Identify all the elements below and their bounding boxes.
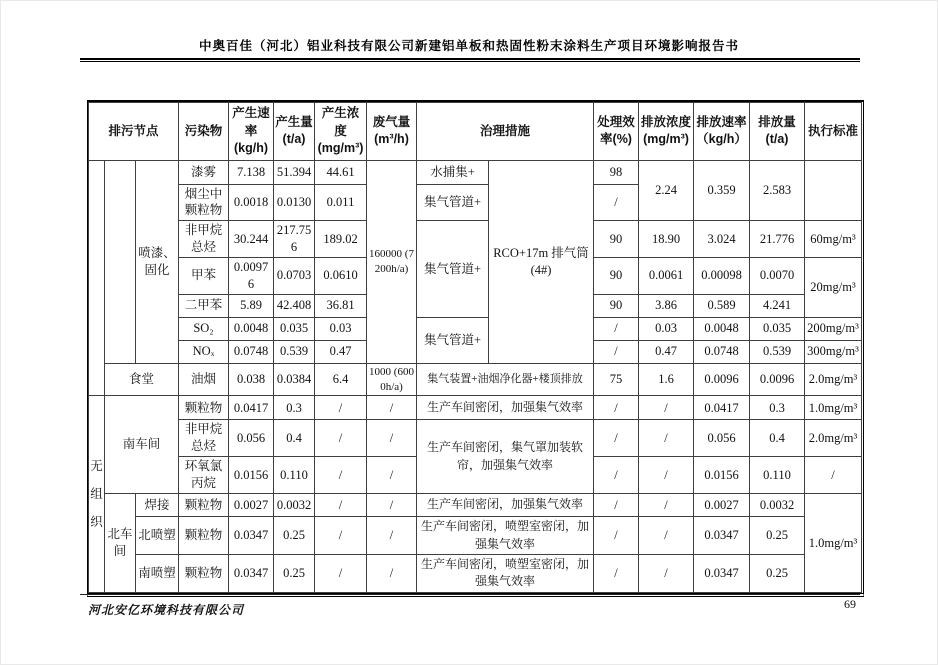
cell-gen-conc: 44.61 xyxy=(315,160,367,184)
cell-emit-amount: 0.25 xyxy=(750,517,805,555)
cell-gen-amount: 0.3 xyxy=(274,396,315,420)
table-row xyxy=(89,396,862,420)
emissions-table xyxy=(88,102,862,593)
cell-emit-amount: 0.3 xyxy=(750,396,805,420)
table-row xyxy=(89,517,862,555)
cell-emit-conc: / xyxy=(639,494,694,517)
cell-gen-conc: 36.81 xyxy=(315,294,367,317)
cell-gas-volume: / xyxy=(367,517,417,555)
col-header-gas-volume: 废气量 (m³/h) xyxy=(367,103,417,161)
cell-gen-amount: 0.25 xyxy=(274,554,315,592)
cell-emit-amount: 0.0032 xyxy=(750,494,805,517)
cell-node-welding: 焊接 xyxy=(136,494,179,517)
cell-emit-amount: 0.539 xyxy=(750,340,805,363)
cell-emit-conc: / xyxy=(639,420,694,457)
cell-gen-amount: 0.110 xyxy=(274,457,315,494)
cell-emit-amount: 0.110 xyxy=(750,457,805,494)
table-row xyxy=(89,221,862,258)
cell-gen-amount: 0.0384 xyxy=(274,363,315,396)
cell-efficiency: 90 xyxy=(594,294,639,317)
cell-emit-conc: 2.24 xyxy=(639,160,694,221)
cell-gen-rate: 0.0417 xyxy=(229,396,274,420)
cell-pollutant: 环氧氯丙烷 xyxy=(179,457,229,494)
cell-efficiency: / xyxy=(594,420,639,457)
cell-pollutant: 二甲苯 xyxy=(179,294,229,317)
cell-measure-b: RCO+17m 排气筒 (4#) xyxy=(489,160,594,363)
cell-measure-a: 集气管道+ xyxy=(417,184,489,221)
cell-pollutant: 非甲烷总烃 xyxy=(179,221,229,258)
cell-pollutant: 油烟 xyxy=(179,363,229,396)
cell-standard: 20mg/m³ xyxy=(805,258,862,318)
table-row xyxy=(89,317,862,340)
cell-measure: 生产车间密闭，集气罩加装软帘，加强集气效率 xyxy=(417,420,594,494)
cell-gen-conc: 6.4 xyxy=(315,363,367,396)
col-header-node: 排污节点 xyxy=(89,103,179,161)
cell-pollutant: 颗粒物 xyxy=(179,517,229,555)
cell-emit-conc: 0.47 xyxy=(639,340,694,363)
cell-emit-amount: 0.0096 xyxy=(750,363,805,396)
cell-pollutant: 烟尘中颗粒物 xyxy=(179,184,229,221)
cell-emit-rate: 3.024 xyxy=(694,221,750,258)
cell-emit-conc: / xyxy=(639,554,694,592)
cell-efficiency: 98 xyxy=(594,160,639,184)
col-header-measure: 治理措施 xyxy=(417,103,594,161)
cell-pollutant: 颗粒物 xyxy=(179,396,229,420)
cell-measure-a: 集气管道+ xyxy=(417,317,489,363)
cell-emit-rate: 0.0048 xyxy=(694,317,750,340)
cell-emit-amount: 0.0070 xyxy=(750,258,805,295)
cell-gen-rate: 0.0156 xyxy=(229,457,274,494)
cell-emit-amount: 0.4 xyxy=(750,420,805,457)
cell-gen-rate: 0.038 xyxy=(229,363,274,396)
cell-gen-amount: 51.394 xyxy=(274,160,315,184)
cell-gen-rate: 0.056 xyxy=(229,420,274,457)
cell-efficiency: / xyxy=(594,317,639,340)
cell-emit-conc: / xyxy=(639,396,694,420)
cell-standard: 1.0mg/m³ xyxy=(805,494,862,593)
cell-gas-volume: / xyxy=(367,494,417,517)
header-divider xyxy=(80,58,860,62)
cell-gen-rate: 0.0018 xyxy=(229,184,274,221)
cell-standard: 200mg/m³ xyxy=(805,317,862,340)
cell-gen-rate: 0.0347 xyxy=(229,554,274,592)
page-header-title: 中奥百佳（河北）铝业科技有限公司新建铝单板和热固性粉末涂料生产项目环境影响报告书 xyxy=(198,39,739,53)
cell-measure-a: 水捕集+ xyxy=(417,160,489,184)
col-header-emit-conc: 排放浓度 (mg/m³) xyxy=(639,103,694,161)
cell-gen-conc: / xyxy=(315,457,367,494)
cell-measure: 集气装置+油烟净化器+楼顶排放 xyxy=(417,363,594,396)
cell-gen-rate: 0.0027 xyxy=(229,494,274,517)
cell-gas-volume: / xyxy=(367,420,417,457)
cell-gen-conc: 189.02 xyxy=(315,221,367,258)
cell-emit-amount: 4.241 xyxy=(750,294,805,317)
cell-emit-rate: 0.0096 xyxy=(694,363,750,396)
cell-node-south-spray: 南喷塑 xyxy=(136,554,179,592)
cell-node-north-workshop: 北车间 xyxy=(105,494,136,593)
cell-gas-volume: 1000 (6000h/a) xyxy=(367,363,417,396)
cell-emit-rate: 0.00098 xyxy=(694,258,750,295)
cell-pollutant: NOₓ xyxy=(179,340,229,363)
cell-node-unorganized: 无组织 xyxy=(89,396,105,592)
table-row xyxy=(89,554,862,592)
cell-gen-conc: 0.03 xyxy=(315,317,367,340)
cell-emit-rate: 0.0347 xyxy=(694,517,750,555)
cell-standard: / xyxy=(805,457,862,494)
cell-node-south-workshop: 南车间 xyxy=(105,396,179,494)
cell-gen-conc: / xyxy=(315,396,367,420)
col-header-standard: 执行标准 xyxy=(805,103,862,161)
col-header-emit-amount: 排放量 (t/a) xyxy=(750,103,805,161)
cell-efficiency: / xyxy=(594,554,639,592)
cell-emit-rate: 0.359 xyxy=(694,160,750,221)
col-header-pollutant: 污染物 xyxy=(179,103,229,161)
cell-pollutant: 非甲烷总烃 xyxy=(179,420,229,457)
cell-emit-rate: 0.589 xyxy=(694,294,750,317)
cell-gen-conc: 0.011 xyxy=(315,184,367,221)
col-header-emit-rate: 排放速率 （kg/h） xyxy=(694,103,750,161)
cell-gen-amount: 42.408 xyxy=(274,294,315,317)
cell-gen-amount: 0.0703 xyxy=(274,258,315,295)
cell-pollutant: 颗粒物 xyxy=(179,494,229,517)
cell-measure-a: 集气管道+ xyxy=(417,221,489,318)
cell-measure: 生产车间密闭，喷塑室密闭，加强集气效率 xyxy=(417,517,594,555)
cell-emit-amount: 21.776 xyxy=(750,221,805,258)
cell-efficiency: / xyxy=(594,494,639,517)
cell-emit-conc: 3.86 xyxy=(639,294,694,317)
table-row xyxy=(89,160,862,184)
cell-node-paint-cure: 喷漆、固化 xyxy=(136,160,179,363)
cell-pollutant: 甲苯 xyxy=(179,258,229,295)
col-header-gen-rate: 产生速率(kg/h) xyxy=(229,103,274,161)
cell-standard: 1.0mg/m³ xyxy=(805,396,862,420)
cell-efficiency: 75 xyxy=(594,363,639,396)
cell-pollutant: SO₂ xyxy=(179,317,229,340)
cell-emit-conc: 1.6 xyxy=(639,363,694,396)
cell-gen-amount: 0.0032 xyxy=(274,494,315,517)
cell-gen-conc: / xyxy=(315,517,367,555)
cell-gen-rate: 0.0748 xyxy=(229,340,274,363)
col-header-gen-amount: 产生量 (t/a) xyxy=(274,103,315,161)
cell-emit-amount: 0.25 xyxy=(750,554,805,592)
footer-company-name: 河北安亿环境科技有限公司 xyxy=(88,603,245,617)
col-header-efficiency: 处理效率(%) xyxy=(594,103,639,161)
cell-gen-conc: / xyxy=(315,420,367,457)
table-row xyxy=(89,363,862,396)
cell-gas-volume: 160000 (7200h/a) xyxy=(367,160,417,363)
cell-gen-rate: 5.89 xyxy=(229,294,274,317)
cell-gen-amount: 0.539 xyxy=(274,340,315,363)
cell-efficiency: / xyxy=(594,396,639,420)
cell-gen-rate: 0.0347 xyxy=(229,517,274,555)
cell-node-north-spray: 北喷塑 xyxy=(136,517,179,555)
cell-gas-volume: / xyxy=(367,457,417,494)
cell-emit-rate: 0.0347 xyxy=(694,554,750,592)
cell-emit-conc: 0.0061 xyxy=(639,258,694,295)
cell-node-group xyxy=(89,160,105,396)
cell-gen-amount: 0.25 xyxy=(274,517,315,555)
cell-emit-rate: 0.0417 xyxy=(694,396,750,420)
cell-measure: 生产车间密闭，加强集气效率 xyxy=(417,396,594,420)
cell-emit-rate: 0.056 xyxy=(694,420,750,457)
cell-emit-rate: 0.0027 xyxy=(694,494,750,517)
cell-standard: 2.0mg/m³ xyxy=(805,420,862,457)
cell-gen-amount: 0.035 xyxy=(274,317,315,340)
cell-gen-rate: 0.00976 xyxy=(229,258,274,295)
cell-emit-amount: 0.035 xyxy=(750,317,805,340)
cell-gen-rate: 7.138 xyxy=(229,160,274,184)
cell-gen-amount: 0.0130 xyxy=(274,184,315,221)
cell-gas-volume: / xyxy=(367,396,417,420)
footer-divider xyxy=(80,594,860,595)
cell-efficiency: / xyxy=(594,184,639,221)
cell-node-sub xyxy=(105,160,136,363)
cell-standard: 60mg/m³ xyxy=(805,221,862,258)
table-row xyxy=(89,420,862,457)
cell-efficiency: / xyxy=(594,340,639,363)
cell-pollutant: 漆雾 xyxy=(179,160,229,184)
cell-gen-rate: 30.244 xyxy=(229,221,274,258)
cell-efficiency: / xyxy=(594,517,639,555)
cell-efficiency: 90 xyxy=(594,258,639,295)
cell-gen-conc: 0.47 xyxy=(315,340,367,363)
cell-emit-conc: / xyxy=(639,517,694,555)
cell-emit-conc: 0.03 xyxy=(639,317,694,340)
col-header-gen-conc: 产生浓度 (mg/m³) xyxy=(315,103,367,161)
cell-gen-conc: 0.0610 xyxy=(315,258,367,295)
cell-node-canteen: 食堂 xyxy=(105,363,179,396)
cell-standard xyxy=(805,160,862,221)
cell-gen-conc: / xyxy=(315,554,367,592)
cell-gen-amount: 0.4 xyxy=(274,420,315,457)
cell-gen-amount: 217.756 xyxy=(274,221,315,258)
page-number: 69 xyxy=(844,597,856,611)
cell-emit-conc: 18.90 xyxy=(639,221,694,258)
cell-emit-amount: 2.583 xyxy=(750,160,805,221)
cell-gen-rate: 0.0048 xyxy=(229,317,274,340)
cell-efficiency: 90 xyxy=(594,221,639,258)
cell-gen-conc: / xyxy=(315,494,367,517)
cell-emit-conc: / xyxy=(639,457,694,494)
table-header-row xyxy=(89,103,862,161)
cell-efficiency: / xyxy=(594,457,639,494)
cell-gas-volume: / xyxy=(367,554,417,592)
cell-measure: 生产车间密闭，加强集气效率 xyxy=(417,494,594,517)
table-row xyxy=(89,494,862,517)
cell-standard: 300mg/m³ xyxy=(805,340,862,363)
cell-pollutant: 颗粒物 xyxy=(179,554,229,592)
emissions-table-wrap xyxy=(87,100,864,597)
cell-emit-rate: 0.0748 xyxy=(694,340,750,363)
cell-standard: 2.0mg/m³ xyxy=(805,363,862,396)
cell-measure: 生产车间密闭，喷塑室密闭，加强集气效率 xyxy=(417,554,594,592)
cell-emit-rate: 0.0156 xyxy=(694,457,750,494)
